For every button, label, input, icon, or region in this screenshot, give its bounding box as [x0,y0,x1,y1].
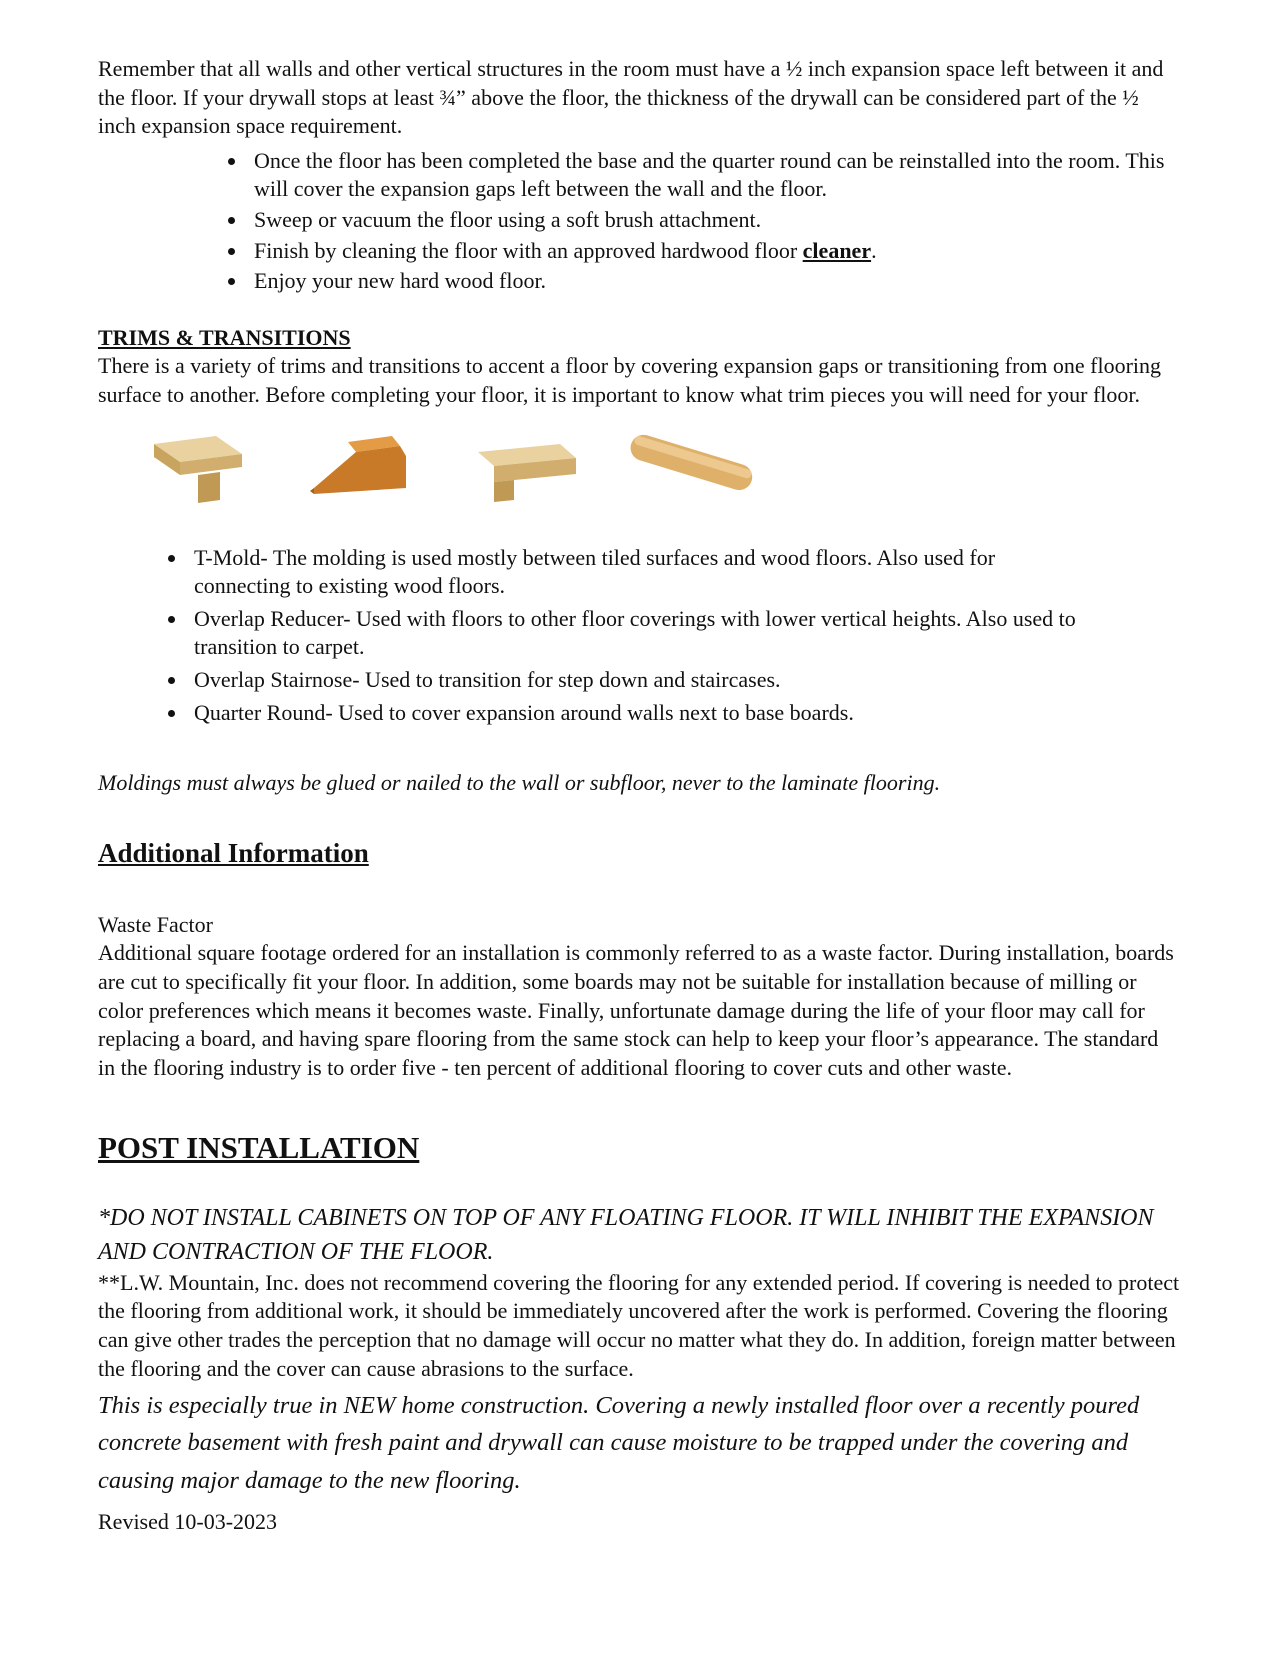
intro-paragraph: Remember that all walls and other vertical structures in the room must have a ½ inch expansion space left between it and the floor. If your drywall stops at least ¾” above the floor, the thickness of the drywall can be considered part of the ½ inch expansion space requirement. [98,56,1164,139]
trim-profile-images [136,422,1180,514]
list-item: • Enjoy your new hard wood floor. [248,267,1180,296]
trims-transitions-heading: TRIMS & TRANSITIONS [98,324,351,350]
list-item [248,237,1180,266]
revision-note: Revised 10-03-2023 [98,1509,278,1534]
trim-types-list [98,544,1093,728]
list-item: • Sweep or vacuum the floor using a soft brush attachment. [248,206,1180,235]
covering-paragraph: **L.W. Mountain, Inc. does not recommend covering the flooring for any extended period. If covering is needed to protect the flooring from additional work, it should be immediately uncovered after the work is performed. Covering the flooring can give other trades the perception that no damage will occur no matter what they do. In addition, foreign matter between the flooring and the cover can cause abrasions to the surface. [98,1269,1180,1381]
quarter-round-image [628,422,758,508]
list-item: • Overlap Stairnose- Used to transition for step down and staircases. [188,666,1093,695]
overlap-reducer-image [300,422,412,508]
molding-note: Moldings must always be glued or nailed to the wall or subfloor, never to the laminate flooring. [98,770,941,796]
additional-information-heading: Additional Information [98,837,369,868]
post-installation-heading: POST INSTALLATION [98,1130,420,1166]
list-item: • Quarter Round- Used to cover expansion around walls next to base boards. [188,699,1093,728]
overlap-stairnose-image [464,422,576,508]
list-item: • Overlap Reducer- Used with floors to other floor coverings with lower vertical heights. Also used to transition to carpet. [188,605,1093,662]
list-item: • T-Mold- The molding is used mostly between tiled surfaces and wood floors. Also used for connecting to existing wood floors. [188,544,1093,601]
cleaner-link-text: cleaner [802,237,872,263]
trims-paragraph: There is a variety of trims and transitions to accent a floor by covering expansion gaps or transitioning from one flooring surface to another. Before completing your floor, it is important to know what trim pieces you will need for your floor. [98,353,1162,407]
t-mold-image [136,422,248,508]
list-item-text: . [871,237,877,263]
cabinet-warning: *DO NOT INSTALL CABINETS ON TOP OF ANY FLOATING FLOOR. IT WILL INHIBIT THE EXPANSION AND CONTRACTION OF THE FLOOR. [98,1204,1154,1265]
list-item: • Once the floor has been completed the base and the quarter round can be reinstalled into the room. This will cover the expansion gaps left between the wall and the floor. [248,147,1180,204]
list-item-text: Finish by cleaning the floor with an approved hardwood floor [254,237,803,263]
waste-factor-paragraph: Additional square footage ordered for an installation is commonly referred to as a waste factor. During installation, boards are cut to specifically fit your floor. In addition, some boards may not be suitable for installation because of milling or color preferences which means it becomes waste. Finally, unfortunate damage during the life of your floor may call for replacing a board, and having spare flooring from the same stock can help to keep your floor’s appearance. The standard in the flooring industry is to order five - ten percent of additional flooring to cover cuts and other waste. [98,940,1174,1080]
new-construction-note: This is especially true in NEW home construction. Covering a newly installed floor over a recently poured concrete basement with fresh paint and drywall can cause moisture to be trapped under the covering and causing major damage to the new flooring. [98,1392,1140,1494]
waste-factor-label: Waste Factor [98,911,213,937]
post-floor-steps-list [98,147,1180,296]
